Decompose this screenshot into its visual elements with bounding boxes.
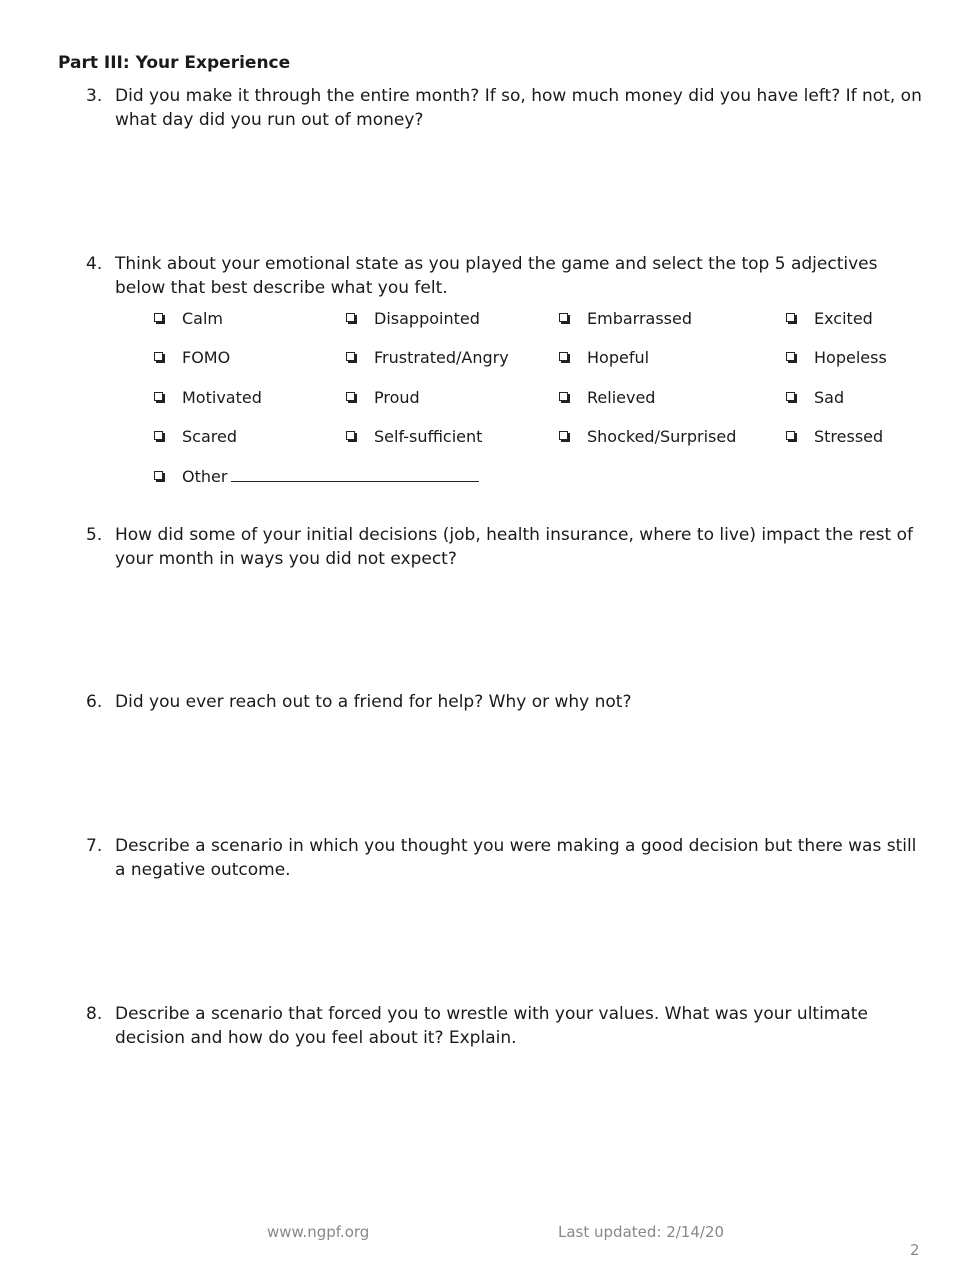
question-text: Did you ever reach out to a friend for help? Why or why not? xyxy=(115,692,632,712)
section-title: Part III: Your Experience xyxy=(58,53,291,73)
checkbox-label: Excited xyxy=(814,309,873,328)
question-6 xyxy=(86,690,926,714)
checkbox-label-group xyxy=(182,466,479,488)
checkbox-icon[interactable] xyxy=(786,313,795,322)
checkbox-icon[interactable] xyxy=(346,431,355,440)
checkbox-label: Motivated xyxy=(182,388,262,407)
checkbox-icon[interactable] xyxy=(786,392,795,401)
question-number: 3. xyxy=(86,86,103,106)
checkbox-icon[interactable] xyxy=(346,392,355,401)
checkbox-label: Calm xyxy=(182,309,224,328)
question-number: 6. xyxy=(86,692,103,712)
question-text: Did you make it through the entire month? If so, how much money did you have left? If not, on what day did you run out of money? xyxy=(115,86,922,130)
checkbox-label: Shocked/Surprised xyxy=(587,427,737,446)
question-7 xyxy=(86,834,926,882)
checkbox-icon[interactable] xyxy=(154,352,163,361)
checkbox-label: Proud xyxy=(374,388,420,407)
question-8 xyxy=(86,1002,926,1050)
question-3 xyxy=(86,84,926,132)
checkbox-icon[interactable] xyxy=(154,392,163,401)
checkbox-label: Scared xyxy=(182,427,237,446)
checkbox-label: Stressed xyxy=(814,427,884,446)
checkbox-icon[interactable] xyxy=(346,352,355,361)
question-text: Describe a scenario in which you thought you were making a good decision but there was still a negative outcome. xyxy=(115,836,917,880)
question-number: 4. xyxy=(86,254,103,274)
checkbox-icon[interactable] xyxy=(154,313,163,322)
checkbox-icon[interactable] xyxy=(786,352,795,361)
checkbox-icon[interactable] xyxy=(154,471,163,480)
checkbox-icon[interactable] xyxy=(154,431,163,440)
checkbox-label: Hopeful xyxy=(587,348,650,367)
checkbox-label: Other xyxy=(182,467,228,486)
question-number: 8. xyxy=(86,1004,103,1024)
checkbox-label: Hopeless xyxy=(814,348,887,367)
checkbox-icon[interactable] xyxy=(786,431,795,440)
checkbox-icon[interactable] xyxy=(559,392,568,401)
question-number: 5. xyxy=(86,525,103,545)
checkbox-icon[interactable] xyxy=(559,352,568,361)
page-number: 2 xyxy=(910,1241,920,1259)
question-4 xyxy=(86,252,926,300)
question-5 xyxy=(86,523,926,571)
question-text: Describe a scenario that forced you to wrestle with your values. What was your ultimate decision and how do you feel about it? Explain. xyxy=(115,1004,868,1048)
footer-last-updated: Last updated: 2/14/20 xyxy=(558,1223,725,1241)
footer-website[interactable]: www.ngpf.org xyxy=(267,1223,370,1241)
checkbox-icon[interactable] xyxy=(559,313,568,322)
checkbox-label: Self-sufficient xyxy=(374,427,483,446)
checkbox-label: Relieved xyxy=(587,388,656,407)
checkbox-label: Disappointed xyxy=(374,309,480,328)
question-text: How did some of your initial decisions (job, health insurance, where to live) impact the rest of your month in ways you did not expect? xyxy=(115,525,913,569)
checkbox-label: FOMO xyxy=(182,348,231,367)
checkbox-icon[interactable] xyxy=(346,313,355,322)
checkbox-icon[interactable] xyxy=(559,431,568,440)
question-text: Think about your emotional state as you played the game and select the top 5 adjectives below that best describe what you felt. xyxy=(115,254,878,298)
other-blank-line[interactable] xyxy=(231,467,479,482)
checkbox-label: Frustrated/Angry xyxy=(374,348,509,367)
question-number: 7. xyxy=(86,836,103,856)
checkbox-label: Sad xyxy=(814,388,845,407)
checkbox-label: Embarrassed xyxy=(587,309,693,328)
